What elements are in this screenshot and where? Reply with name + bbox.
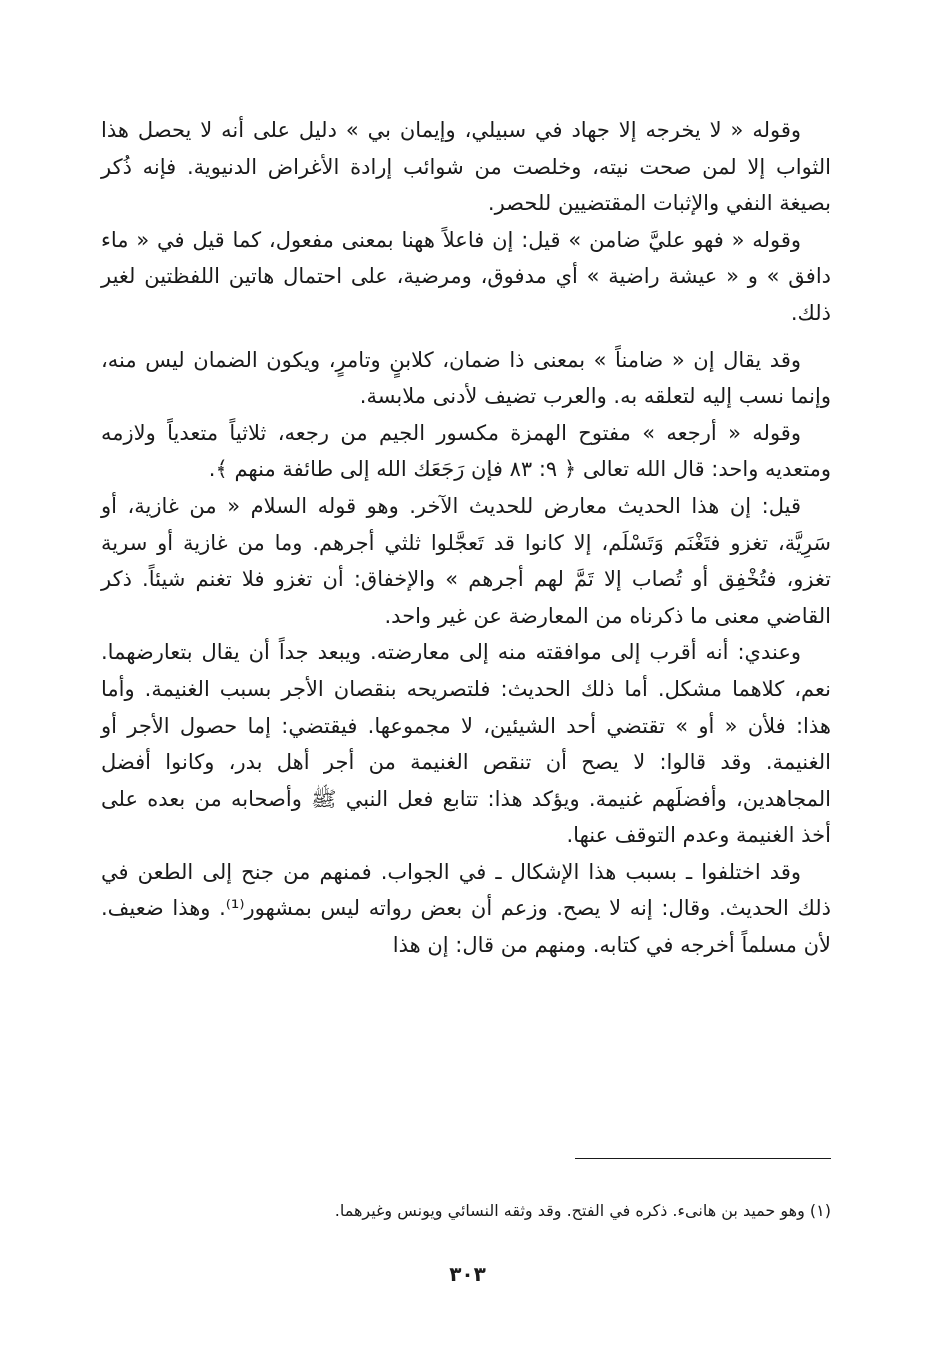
paragraph-4: وقوله « أرجعه » مفتوح الهمزة مكسور الجيم من رجعه، ثلاثياً متعدياً ولازمه ومتعديه واحد: قال الله تعالى ﴿ ٩: ٨٣ فإن رَجَعَك الله إلى طائفة منهم ﴾. [101,420,831,482]
paragraph-gap [101,332,831,342]
paragraph-7: وقد اختلفوا ـ بسبب هذا الإشكال ـ في الجواب. فمنهم من جنح إلى الطعن في ذلك الحديث. وقال: إنه لا يصح. وزعم أن بعض رواته ليس بمشهور⁽¹⁾. وهذا ضعيف. لأن مسلماً أخرجه في كتابه. ومنهم من قال: إن هذا [101,859,831,958]
main-text [101,112,831,964]
footnote: (١) وهو حميد بن هانىء. ذكره في الفتح. وقد وثقه النسائي ويونس وغيرهما. [334,1201,831,1220]
paragraph-6: وعندي: أنه أقرب إلى موافقته منه إلى معارضته. ويبعد جداً أن يقال بتعارضهما. نعم، كلاهما مشكل. أما ذلك الحديث: فلتصريحه بنقصان الأجر بسبب الغنيمة. وأما هذا: فلأن « أو » تقتضي أحد الشيئين، لا مجموعها. فيقتضي: إما حصول الأجر أو الغنيمة. وقد قالوا: لا يصح أن تنقص الغنيمة من أجر أهل بدر، وكانوا أفضل المجاهدين، وأفضلَهم غنيمة. ويؤكد هذا: تتابع فعل النبي ﷺ وأصحابه من بعده على أخذ الغنيمة وعدم التوقف عنها. [101,640,831,848]
paragraph-5: قيل: إن هذا الحديث معارض للحديث الآخر. وهو قوله السلام « من غازية، أو سَرِيَّة، تغزو فتَغْنَم وَتَسْلَم، إلا كانوا قد تَعجَّلوا ثلثي أجرهم. وما من غازية أو سرية تغزو، فتُخْفِق أو تُصاب إلا تَمَّ لهم أجرهم » والإخفاق: أن تغزو فلا تغنم شيئاً. ذكر القاضي معنى ما ذكرناه من المعارضة عن غير واحد. [101,493,831,628]
paragraph-3: وقد يقال إن « ضامناً » بمعنى ذا ضمان، كلابنٍ وتامرٍ، ويكون الضمان ليس منه، وإنما نسب إليه لتعلقه به. والعرب تضيف لأدنى ملابسة. [101,347,831,409]
footnote-divider [575,1158,831,1159]
paragraph-2: وقوله « فهو عليَّ ضامن » قيل: إن فاعلاً ههنا بمعنى مفعول، كما قيل في « ماء دافق » و « عيشة راضية » أي مدفوق، ومرضية، على احتمال هاتين اللفظتين لغير ذلك. [101,227,831,325]
page-number: ٣٠٣ [449,1262,486,1286]
paragraph-1: وقوله « لا يخرجه إلا جهاد في سبيلي، وإيمان بي » دليل على أنه لا يحصل هذا الثواب إلا لمن صحت نيته، وخلصت من شوائب إرادة الأغراض الدنيوية. فإنه ذُكر بصيغة النفي والإثبات المقتضيين للحصر. [101,118,831,216]
